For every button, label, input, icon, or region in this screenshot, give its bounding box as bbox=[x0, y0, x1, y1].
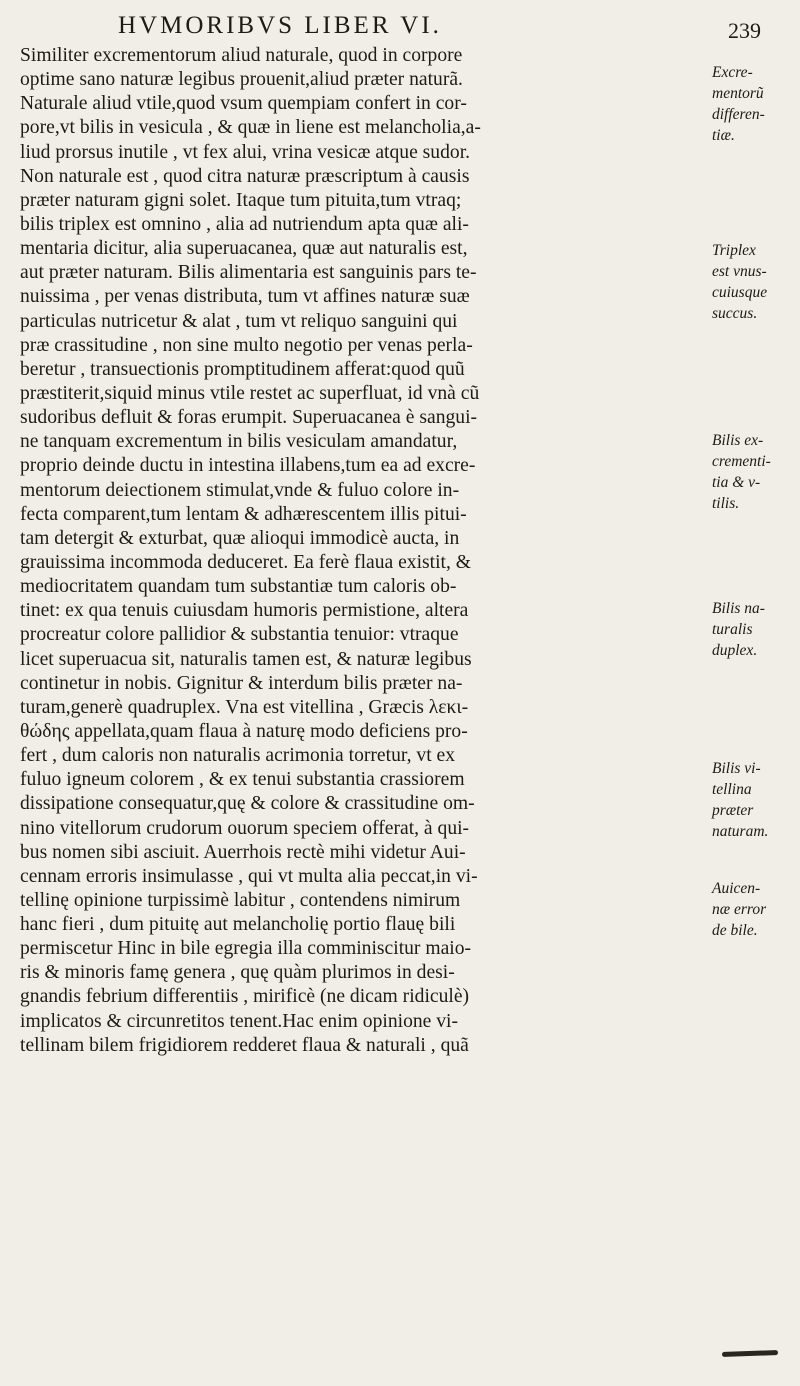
text-line: aut præter naturam. Bilis alimentaria est sanguinis pars te- bbox=[20, 262, 477, 284]
margin-note-triplex-succus bbox=[712, 240, 798, 324]
text-line: implicatos & circunretitos tenent.Hac enim opinione vi- bbox=[20, 1010, 459, 1032]
text-line: mentaria dicitur, alia superuacanea, quæ aut naturalis est, bbox=[20, 238, 468, 260]
text-line: Naturale aliud vtile,quod vsum quempiam confert in cor- bbox=[20, 93, 467, 115]
margin-note-line: de bile. bbox=[712, 922, 758, 939]
text-line: continetur in nobis. Gignitur & interdum bilis præter na- bbox=[20, 672, 463, 694]
text-line: nuissima , per venas distributa, tum vt affines naturæ suæ bbox=[20, 286, 470, 308]
margin-note-line: succus. bbox=[712, 305, 758, 322]
margin-note-line: cuiusque bbox=[712, 284, 768, 301]
text-line: fuluo igneum colorem , & ex tenui substantia crassiorem bbox=[20, 769, 465, 791]
page-number: 239 bbox=[728, 18, 761, 43]
text-line: Similiter excrementorum aliud naturale, quod in corpore bbox=[20, 45, 463, 66]
text-line: hanc fieri , dum pituitę aut melancholię portio flauę bili bbox=[20, 914, 456, 936]
text-line: optime sano naturæ legibus prouenit,aliud præter naturã. bbox=[20, 69, 463, 91]
margin-note-line: Excre- bbox=[712, 64, 753, 81]
text-line: bus nomen sibi asciuit. Auerrhois rectè mihi videtur Aui- bbox=[20, 841, 466, 863]
text-line: fecta comparent,tum lentam & adhærescentem illis pitui- bbox=[20, 503, 467, 525]
text-line: beretur , transuectionis promptitudinem afferat:quod quũ bbox=[20, 358, 465, 380]
margin-note-line: duplex. bbox=[712, 642, 758, 659]
ink-mark bbox=[722, 1350, 778, 1357]
text-line: sudoribus defluit & foras erumpit. Superuacanea è sangui- bbox=[20, 407, 478, 429]
text-line: præ crassitudine , non sine multo negotio per venas perla- bbox=[20, 334, 473, 356]
text-line: permiscetur Hinc in bile egregia illa comminiscitur maio- bbox=[20, 938, 472, 960]
text-line: bilis triplex est omnino , alia ad nutriendum apta quæ ali- bbox=[20, 213, 469, 235]
text-line: præter naturam gigni solet. Itaque tum pituita,tum vtraq; bbox=[20, 189, 462, 211]
margin-note-line: turalis bbox=[712, 621, 753, 638]
margin-note-line: crementi- bbox=[712, 453, 771, 470]
margin-note-line: Bilis ex- bbox=[712, 432, 764, 449]
margin-note-line: Bilis vi- bbox=[712, 760, 761, 777]
text-line: particulas nutricetur & alat , tum vt reliquo sanguini qui bbox=[20, 310, 458, 332]
text-line: ris & minoris famę genera , quę quàm plurimos in desi- bbox=[20, 962, 455, 984]
margin-note-bilis-naturalis bbox=[712, 598, 798, 661]
margin-note-line: Bilis na- bbox=[712, 600, 765, 617]
margin-note-line: præter bbox=[712, 802, 754, 819]
text-line: Non naturale est , quod citra naturæ præscriptum à causis bbox=[20, 165, 470, 187]
margin-note-line: Triplex bbox=[712, 242, 756, 259]
text-line: tinet: ex qua tenuis cuiusdam humoris permistione, altera bbox=[20, 600, 469, 622]
margin-note-line: Auicen- bbox=[712, 880, 761, 897]
text-line: dissipatione consequatur,quę & colore & crassitudine om- bbox=[20, 793, 475, 815]
text-line: ne tanquam excrementum in bilis vesiculam amandatur, bbox=[20, 431, 458, 453]
text-line: procreatur colore pallidior & substantia tenuior: vtraque bbox=[20, 624, 459, 646]
main-text bbox=[20, 44, 710, 1058]
text-line: proprio deinde ductu in intestina illabens,tum ea ad excre- bbox=[20, 455, 476, 477]
margin-note-line: est vnus- bbox=[712, 263, 767, 280]
margin-note-line: tilis. bbox=[712, 495, 740, 512]
text-line: nino vitellorum crudorum ouorum speciem offerat, à qui- bbox=[20, 817, 470, 839]
margin-note-excrementorum-differentiae bbox=[712, 62, 798, 146]
text-line: turam,generè quadruplex. Vna est vitellina , Græcis λεκι- bbox=[20, 696, 469, 718]
margin-note-line: naturam. bbox=[712, 823, 769, 840]
text-line: præstiterit,siquid minus vtile restet ac superfluat, id vnà cũ bbox=[20, 382, 480, 404]
margin-note-line: tia & v- bbox=[712, 474, 761, 491]
margin-note-line: mentorũ bbox=[712, 85, 764, 102]
text-line: tam detergit & exturbat, quæ alioqui immodicè aucta, in bbox=[20, 527, 460, 549]
text-line: mediocritatem quandam tum substantiæ tum caloris ob- bbox=[20, 576, 457, 598]
running-head: HVMORIBVS LIBER VI. bbox=[118, 12, 442, 39]
text-line: gnandis febrium differentiis , mirificè (ne dicam ridiculè) bbox=[20, 986, 470, 1008]
text-line: cennam erroris insimulasse , qui vt multa alia peccat,in vi- bbox=[20, 865, 478, 887]
margin-note-bilis-vitellina bbox=[712, 758, 798, 842]
text-line: tellinam bilem frigidiorem redderet flaua & naturali , quã bbox=[20, 1034, 469, 1056]
text-line: grauissima incommoda deduceret. Ea ferè flaua existit, & bbox=[20, 551, 472, 573]
text-line: liud prorsus inutile , vt fex alui, vrina vesicæ atque sudor. bbox=[20, 141, 471, 163]
text-line: tellinę opinione turpissimè labitur , contendens nimirum bbox=[20, 889, 461, 911]
text-line: mentorum deiectionem stimulat,vnde & fuluo colore in- bbox=[20, 479, 460, 501]
margin-note-line: differen- bbox=[712, 106, 765, 123]
margin-note-auicennae-error bbox=[712, 878, 798, 941]
text-line: licet superuacua sit, naturalis tamen est, & naturæ legibus bbox=[20, 648, 472, 670]
text-line: fert , dum caloris non naturalis acrimonia torretur, vt ex bbox=[20, 745, 456, 767]
text-line: θώδης appellata,quam flaua à naturę modo deficiens pro- bbox=[20, 720, 468, 742]
margin-note-bilis-excrementitia bbox=[712, 430, 798, 514]
margin-note-line: tiæ. bbox=[712, 127, 735, 144]
margin-note-line: næ error bbox=[712, 901, 767, 918]
text-line: pore,vt bilis in vesicula , & quæ in liene est melancholia,a- bbox=[20, 117, 481, 139]
margin-note-line: tellina bbox=[712, 781, 752, 798]
